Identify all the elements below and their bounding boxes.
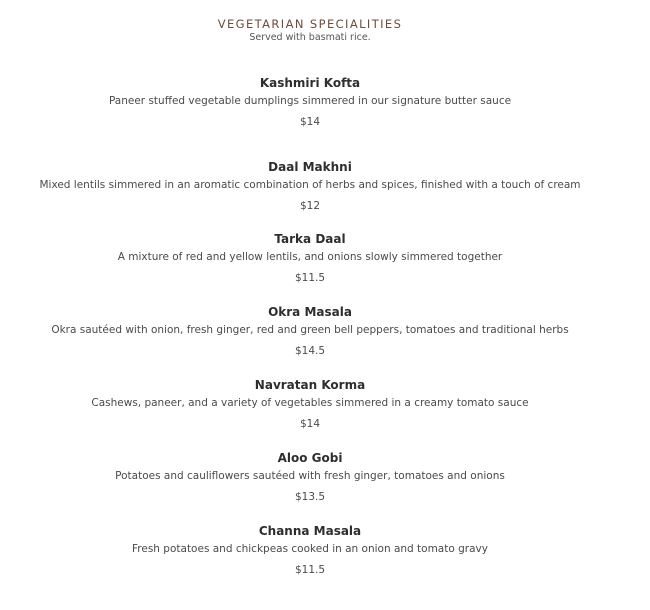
dish-price: $11.5 (294, 272, 326, 284)
dish-name: Channa Masala (258, 524, 362, 538)
dish-price: $13.5 (294, 491, 326, 503)
dish-name: Aloo Gobi (277, 451, 343, 465)
dish-description: Okra sautéed with onion, fresh ginger, red and green bell peppers, tomatoes and traditional herbs (51, 324, 569, 336)
menu-item (0, 159, 620, 215)
dish-price: $14 (299, 116, 321, 128)
dish-name: Okra Masala (268, 305, 352, 319)
dish-price: $14 (299, 418, 321, 430)
dish-description: A mixture of red and yellow lentils, and onions slowly simmered together (117, 251, 503, 263)
dish-price: $14.5 (294, 345, 326, 357)
menu-item (0, 304, 620, 360)
dish-description: Fresh potatoes and chickpeas cooked in an onion and tomato gravy (132, 543, 488, 555)
section-title: VEGETARIAN SPECIALITIES (217, 17, 403, 31)
dish-description: Potatoes and cauliflowers sautéed with fresh ginger, tomatoes and onions (115, 470, 505, 482)
dish-name: Navratan Korma (254, 378, 366, 392)
dish-price: $11.5 (294, 564, 326, 576)
section-subtitle: Served with basmati rice. (249, 32, 371, 43)
dish-description: Paneer stuffed vegetable dumplings simmered in our signature butter sauce (108, 95, 512, 107)
menu-item (0, 231, 620, 287)
menu-item (0, 377, 620, 433)
dish-description: Mixed lentils simmered in an aromatic combination of herbs and spices, finished with a touch of cream (39, 179, 581, 191)
dish-name: Daal Makhni (268, 160, 352, 174)
dish-name: Kashmiri Kofta (259, 76, 361, 90)
menu-item (0, 523, 620, 579)
dish-description: Cashews, paneer, and a variety of vegetables simmered in a creamy tomato sauce (91, 397, 529, 409)
dish-name: Tarka Daal (274, 232, 346, 246)
dish-price: $12 (299, 200, 321, 212)
menu-item (0, 75, 620, 131)
menu-item (0, 450, 620, 506)
